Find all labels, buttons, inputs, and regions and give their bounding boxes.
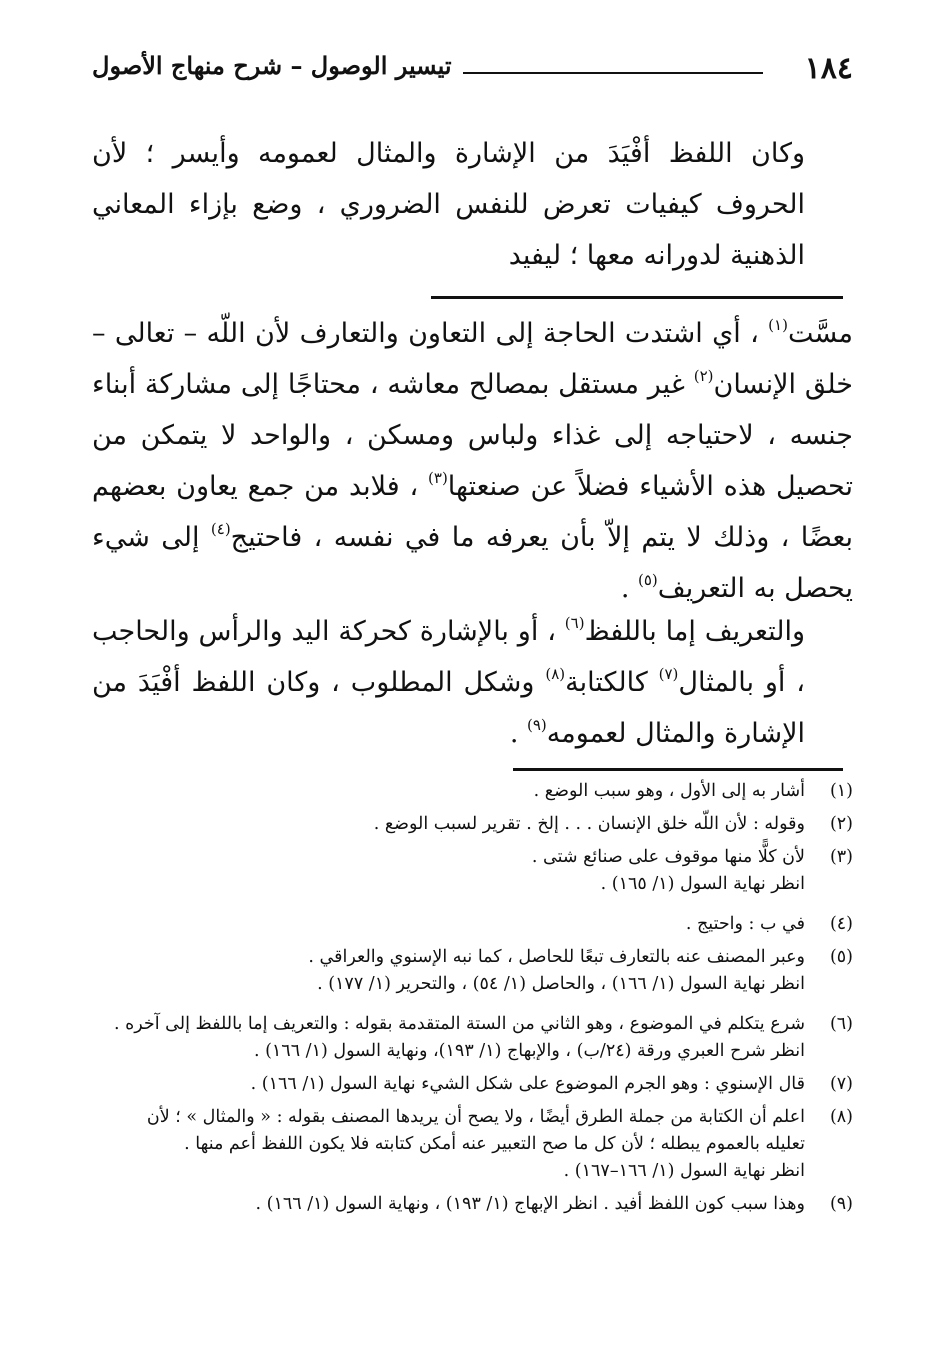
footnote-line: أشار به إلى الأول ، وهو سبب الوضع . <box>533 781 805 801</box>
para2-text-4: ، فلابد من جمع يعاون بعضهم بعضًا ، وذلك لا يتم إلاّ بأن يعرفه ما في نفسه ، فاحتيج <box>92 471 853 553</box>
para3-text-1: والتعريف إما باللفظ <box>584 616 805 647</box>
main-paragraph-1: وكان اللفظ أفْيَدَ من الإشارة والمثال لعمومه وأيسر ؛ لأن الحروف كيفيات تعرض للنفس الضروري ، وضع بإزاء المعاني الذهنية لدورانه معها ؛ ليفيد <box>92 138 805 271</box>
footnote-8 <box>92 1104 853 1185</box>
para3-text-2: ، أو بالإشارة كحركة اليد والرأس والحاجب ، أو بالمثال <box>92 616 805 698</box>
main-paragraph-3 <box>92 606 853 759</box>
footnote-1 <box>92 778 853 805</box>
para2-text-3: غير مستقل بمصالح معاشه ، محتاجًا إلى مشاركة أبناء جنسه ، لاحتياجه إلى غذاء ولباس ومسكن ، والواحد لا يتمكن من تحصيل هذه الأشياء فضلاً عن صنعتها <box>92 369 853 502</box>
page-number: ١٨٤ <box>804 51 853 86</box>
para3-text-3: كالكتابة <box>565 667 659 698</box>
footnote-4 <box>92 911 853 938</box>
footnote-line: اعلم أن الكتابة من جملة الطرق أيضًا ، ولا يصح أن يريدها المصنف بقوله : « والمثال » ؛ لأن <box>146 1107 805 1127</box>
page-header <box>92 44 853 90</box>
footnote-ref-4[interactable]: (٤) <box>210 520 231 538</box>
footnote-number: (١) <box>829 781 853 801</box>
footnote-number: (٨) <box>829 1107 853 1127</box>
footnote-line: تعليله بالعموم يبطله ؛ لأن كل ما صح التعبير عنه أمكن كتابته فلا يكون اللفظ أعم منها . <box>184 1134 805 1154</box>
main-paragraph-1-block <box>92 128 853 281</box>
footnote-number: (٩) <box>829 1194 853 1214</box>
footnote-number: (٢) <box>829 814 853 834</box>
footnote-6 <box>92 1011 853 1065</box>
footnote-ref-3[interactable]: (٣) <box>428 469 448 487</box>
footnote-ref-6[interactable]: (٦) <box>564 614 585 632</box>
header-rule <box>463 72 763 74</box>
footnote-7 <box>92 1071 853 1098</box>
footnote-line: انظر نهاية السول (١/ ١٦٥) . <box>600 874 805 894</box>
footnote-ref-9[interactable]: (٩) <box>527 716 547 734</box>
footnotes <box>92 778 853 1218</box>
footnote-ref-5[interactable]: (٥) <box>637 571 658 589</box>
footnote-line: شرع يتكلم في الموضوع ، وهو الثاني من الستة المتقدمة بقوله : والتعريف إما باللفظ إلى آخره . <box>113 1014 805 1034</box>
footnote-line: انظر نهاية السول (١/ ١٦٦–١٦٧) . <box>563 1161 805 1181</box>
footnote-number: (٦) <box>829 1014 853 1034</box>
main-paragraph-3-block <box>92 606 853 759</box>
footnote-ref-1[interactable]: (١) <box>768 316 788 334</box>
para2-text-2: ، أي اشتدت الحاجة إلى التعاون والتعارف لأن اللّه – تعالى – خلق الإنسان <box>92 318 853 400</box>
footnote-line: وهذا سبب كون اللفظ أفيد . انظر الإبهاج (١/ ١٩٣) ، ونهاية السول (١/ ١٦٦) . <box>255 1194 805 1214</box>
footnote-number: (٣) <box>829 847 853 867</box>
footnote-line: وقوله : لأن اللّه خلق الإنسان . . . إلخ . تقرير لسبب الوضع . <box>373 814 805 834</box>
para3-text-5: . <box>509 718 527 749</box>
quote-separator <box>431 296 843 299</box>
para2-text-6: . <box>620 573 638 604</box>
footnote-number: (٥) <box>829 947 853 967</box>
para2-text-1: مسَّت <box>787 318 853 349</box>
para3-text-4: وشكل المطلوب ، وكان اللفظ أفْيَدَ من الإشارة والمثال لعمومه <box>92 667 805 749</box>
footnote-9 <box>92 1191 853 1218</box>
footnote-3 <box>92 844 853 898</box>
footnote-line: انظر نهاية السول (١/ ١٦٦) ، والحاصل (١/ ٥٤) ، والتحرير (١/ ١٧٧) . <box>317 974 805 994</box>
main-paragraph-2 <box>92 308 853 614</box>
footnote-ref-8[interactable]: (٨) <box>545 665 566 683</box>
footnote-number: (٧) <box>829 1074 853 1094</box>
footnote-line: في ب : واحتيج . <box>685 914 805 934</box>
footnote-line: لأن كلًّا منها موقوف على صنائع شتى . <box>531 847 805 867</box>
footnote-line: قال الإسنوي : وهو الجرم الموضوع على شكل الشيء نهاية السول (١/ ١٦٦) . <box>250 1074 805 1094</box>
footnote-line: انظر شرح العبري ورقة (٢٤/ب) ، والإبهاج (١/ ١٩٣)، ونهاية السول (١/ ١٦٦) . <box>253 1041 805 1061</box>
footnote-5 <box>92 944 853 998</box>
footnote-ref-7[interactable]: (٧) <box>658 665 679 683</box>
para2-text-5: إلى شيء يحصل به التعريف <box>92 522 853 604</box>
footnote-line: وعبر المصنف عنه بالتعارف تبعًا للحاصل ، كما نبه الإسنوي والعراقي . <box>308 947 805 967</box>
main-paragraph-2-block <box>92 308 853 614</box>
running-title: تيسير الوصول – شرح منهاج الأصول <box>92 51 452 80</box>
footnote-separator <box>513 768 843 771</box>
footnote-ref-2[interactable]: (٢) <box>693 367 714 385</box>
footnote-2 <box>92 811 853 838</box>
footnote-number: (٤) <box>829 914 853 934</box>
